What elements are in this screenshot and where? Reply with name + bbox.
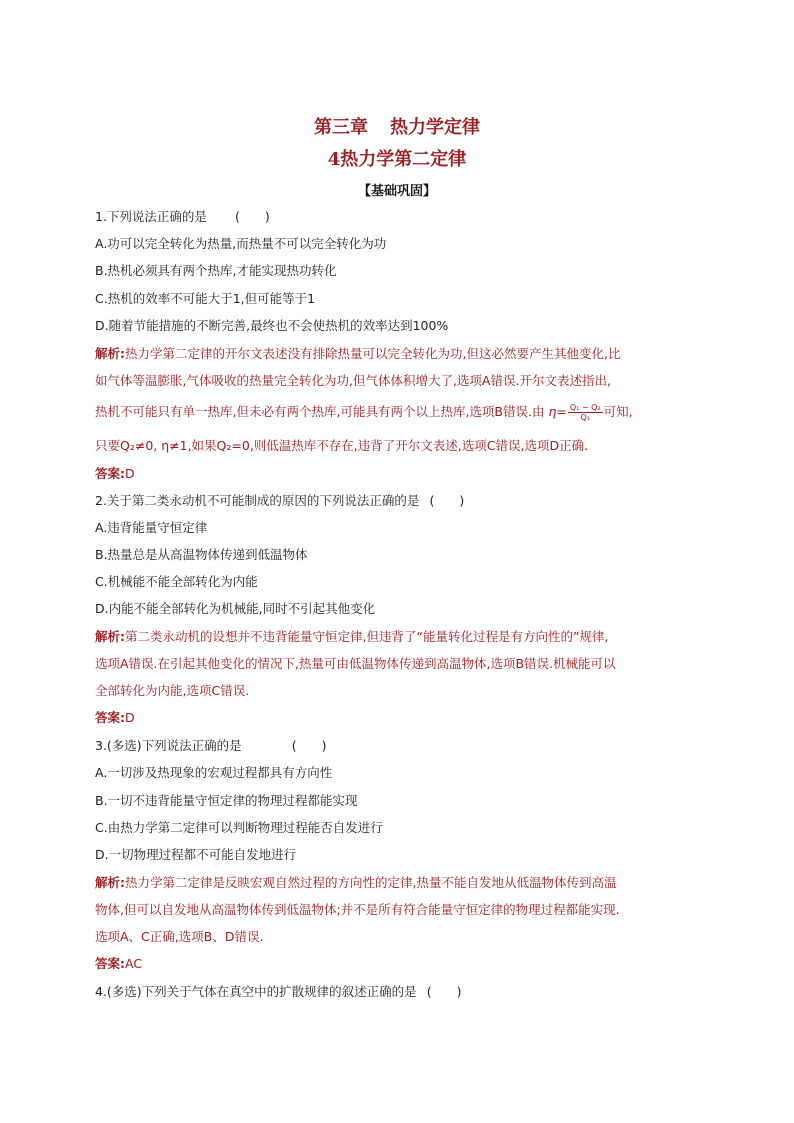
question-3-option-c: C.由热力学第二定律可以判断物理过程能否自发进行: [95, 820, 383, 835]
question-1-analysis-line: 只要Q₂≠0, η≠1,如果Q₂=0,则低温热库不存在,违背了开尔文表述,选项C错误,选项D正确.: [95, 438, 589, 453]
question-3-option-d: D.一切物理过程都不可能自发地进行: [95, 847, 297, 862]
efficiency-fraction: $\frac{\text{Q₁ − Q₂}}{\text{Q₁}}$: [569, 403, 601, 422]
question-3-answer: 答案:AC: [95, 956, 143, 971]
question-2-analysis-line: 选项A错误.在引起其他变化的情况下,热量可由低温物体传递到高温物体,选项B错误.机械能可以: [95, 656, 616, 671]
section-title: 4热力学第二定律: [327, 149, 467, 170]
question-3-option-a: A.一切涉及热现象的宏观过程都具有方向性: [95, 765, 333, 780]
question-2-option-d: D.内能不能全部转化为机械能,同时不引起其他变化: [95, 601, 376, 616]
question-2-answer: 答案:D: [95, 710, 135, 725]
question-1-option-a: A.功可以完全转化为热量,而热量不可以完全转化为功: [95, 236, 387, 251]
question-2-option-a: A.违背能量守恒定律: [95, 520, 208, 535]
question-2-analysis-line: 全部转化为内能,选项C错误.: [95, 683, 250, 698]
question-2-option-b: B.热量总是从高温物体传递到低温物体: [95, 547, 308, 562]
question-2-analysis: 解析:第二类永动机的设想并不违背能量守恒定律,但违背了“能量转化过程是有方向性的”规律,: [95, 629, 609, 644]
question-3-analysis-line: 物体,但可以自发地从高温物体传到低温物体;并不是所有符合能量守恒定律的物理过程都能实现.: [95, 902, 620, 917]
section-banner: 【基础巩固】: [357, 184, 436, 199]
question-2-option-c: C.机械能不能全部转化为内能: [95, 574, 258, 589]
question-1-analysis-line: 热机不可能只有单一热库,但未必有两个热库,可能具有两个以上热库,选项B错误.由 η= $\frac{\text{Q₁ − Q₂}}{\text{Q₁}}$ 可知,: [95, 403, 633, 422]
eta-symbol: η=: [548, 404, 567, 419]
question-1-option-b: B.热机必须具有两个热库,才能实现热功转化: [95, 263, 337, 278]
question-1-option-d: D.随着节能措施的不断完善,最终也不会使热机的效率达到100%: [95, 318, 449, 333]
question-1-stem: 1.下列说法正确的是 ( ): [95, 209, 270, 224]
question-3-analysis: 解析:热力学第二定律是反映宏观自然过程的方向性的定律,热量不能自发地从低温物体传到高温: [95, 875, 617, 890]
question-3-analysis-line: 选项A、C正确,选项B、D错误.: [95, 929, 264, 944]
question-1-answer: 答案:D: [95, 466, 135, 481]
question-1-option-c: C.热机的效率不可能大于1,但可能等于1: [95, 291, 316, 306]
question-1-analysis: 解析:热力学第二定律的开尔文表述没有排除热量可以完全转化为功,但这必然要产生其他变化,比: [95, 346, 621, 361]
question-1-analysis-line: 如气体等温膨胀,气体吸收的热量完全转化为功,但气体体积增大了,选项A错误.开尔文表述指出,: [95, 373, 611, 388]
question-3-option-b: B.一切不违背能量守恒定律的物理过程都能实现: [95, 793, 358, 808]
chapter-title: 第三章 热力学定律: [314, 117, 480, 138]
question-3-stem: 3.(多选)下列说法正确的是 ( ): [95, 738, 327, 753]
question-2-stem: 2.关于第二类永动机不可能制成的原因的下列说法正确的是 ( ): [95, 493, 465, 508]
question-4-stem: 4.(多选)下列关于气体在真空中的扩散规律的叙述正确的是 ( ): [95, 984, 462, 999]
